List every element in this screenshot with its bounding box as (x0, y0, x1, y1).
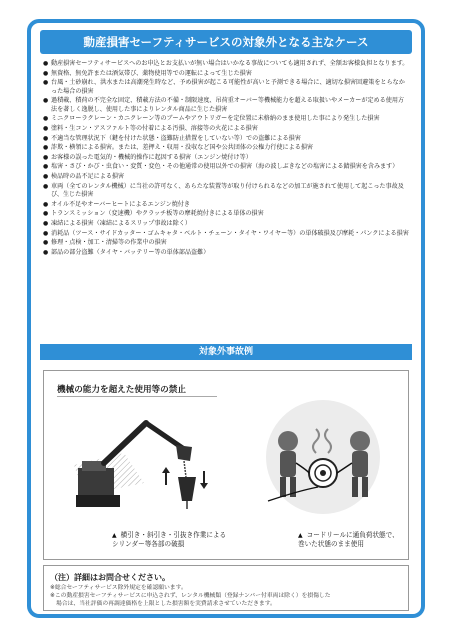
exclusion-item: ● 修理・点検・加工・清掃等の作業中の損害 (43, 239, 409, 247)
exclusion-item: ● 詐欺・横領による損害。または、差押え・収用・没収など国や公共団体の公権力行使による損害 (43, 144, 409, 152)
exclusion-item: ● 部品の部分盗難（タイヤ・バッテリー等の単体部品盗難） (43, 249, 409, 257)
example-panel-title: 機械の能力を超えた使用等の禁止 (57, 385, 186, 395)
exclusion-item: ● 動産損害セーフティサービスへのお申込とお支払いが無い場合はいかなる事故についても適用されず、全額お客様負担となります。 (43, 60, 409, 68)
exclusion-item: ● お客様の誤った電気的・機械的操作に起因する損害（エンジン焼付け等） (43, 154, 409, 162)
exclusion-item: ● 無資格、無免許または酒気帯び、薬物使用等での運転によって生じた損害 (43, 70, 409, 78)
left-caption-line1: 横引き・斜引き・引抜き作業による (120, 531, 227, 539)
exclusion-item: ● 凍結による損害（凍結によるスリップ事故は除く） (43, 220, 409, 228)
exclusion-item: ● オイル不足やオーバーヒートによるエンジン焼付き (43, 201, 409, 209)
exclusion-item: ● トランスミッション（変速機）やクラッチ板等の摩耗焼付きによる単体の損害 (43, 210, 409, 218)
triangle-icon: ▲ (112, 532, 117, 539)
page-title: 動産損害セーフティサービスの対象外となる主なケース (40, 30, 412, 54)
title-underline (57, 396, 217, 397)
exclusion-item: ● 塩害・さび・かび・虫食い・変質・変色・その他通常の使用以外での損害（海の波しぶきなどの塩害による錆損害を含みます） (43, 163, 409, 171)
cord-reel-illustration (258, 397, 388, 517)
notes-line-2: ※この動産損害セーフティサービスに申込されず、レンタル機械類（登録ナンバー付車両は除く）を損傷した (50, 592, 331, 599)
notes-heading: （注）詳細はお問合せください。 (50, 573, 170, 582)
excavator-illustration (64, 403, 214, 513)
example-panel (43, 370, 409, 560)
example-heading: 対象外事故例 (40, 344, 412, 360)
left-caption-line2: シリンダー等各部の破損 (112, 540, 185, 548)
exclusion-list (43, 60, 409, 259)
notes-line-1: ※総合セーフティサービス除外規定を確認願います。 (50, 585, 187, 591)
left-caption (112, 531, 226, 549)
exclusion-item: ● 台風・土砂崩れ、洪水または高潮発生時など、予め損害が起こる可能性が高いと予測できる場合に、適切な損害回避策をとらなかった場合の損害 (43, 79, 409, 96)
exclusion-item: ● 車両（全てのレンタル機械）に当社の許可なく、あらたな装置等が取り付けられるなどの加工が施されて使用して起こった事故及び、生じた損害 (43, 183, 409, 200)
notice-frame (27, 19, 425, 618)
exclusion-item: ● 消耗品（ツース・サイドカッター・ゴムキャタ・ベルト・チェーン・タイヤ・ワイヤー等）の単体破損及び摩耗・パンクによる損害 (43, 230, 409, 238)
exclusion-item: ● 塗料・生コン・アスファルト等の付着による汚損、溶接等の火花による損害 (43, 125, 409, 133)
right-caption-line2: 巻いた状態のまま使用 (298, 540, 364, 548)
triangle-icon: ▲ (298, 532, 303, 539)
notes-line-3: 場合は、当社評価の再調達価格を上限とした損害額を実費請求させていただきます。 (56, 600, 276, 607)
notes-box (43, 565, 409, 611)
right-caption-line1: コードリールに通負荷状態で、 (306, 531, 399, 539)
exclusion-item: ● 検品時の品不足による損害 (43, 173, 409, 181)
exclusion-item: ● ミニクローラクレーン・カニクレーン等のブームやアウトリガーを定位置に未格納のまま使用した事により発生した損害 (43, 115, 409, 123)
exclusion-item: ● 不適当な管理状況下（鍵を付けた状態・盗難防止措置をしていない等）での盗難による損害 (43, 135, 409, 143)
right-caption (298, 531, 399, 549)
exclusion-item: ● 過積載、積荷の不完全な固定、積載方法の不備・制限速度、吊荷重オーバー等機械能力を超える取扱いやメーカーが定める使用方法を著しく逸脱し、使用した事によりレンタル商品に生じた損害 (43, 97, 409, 114)
